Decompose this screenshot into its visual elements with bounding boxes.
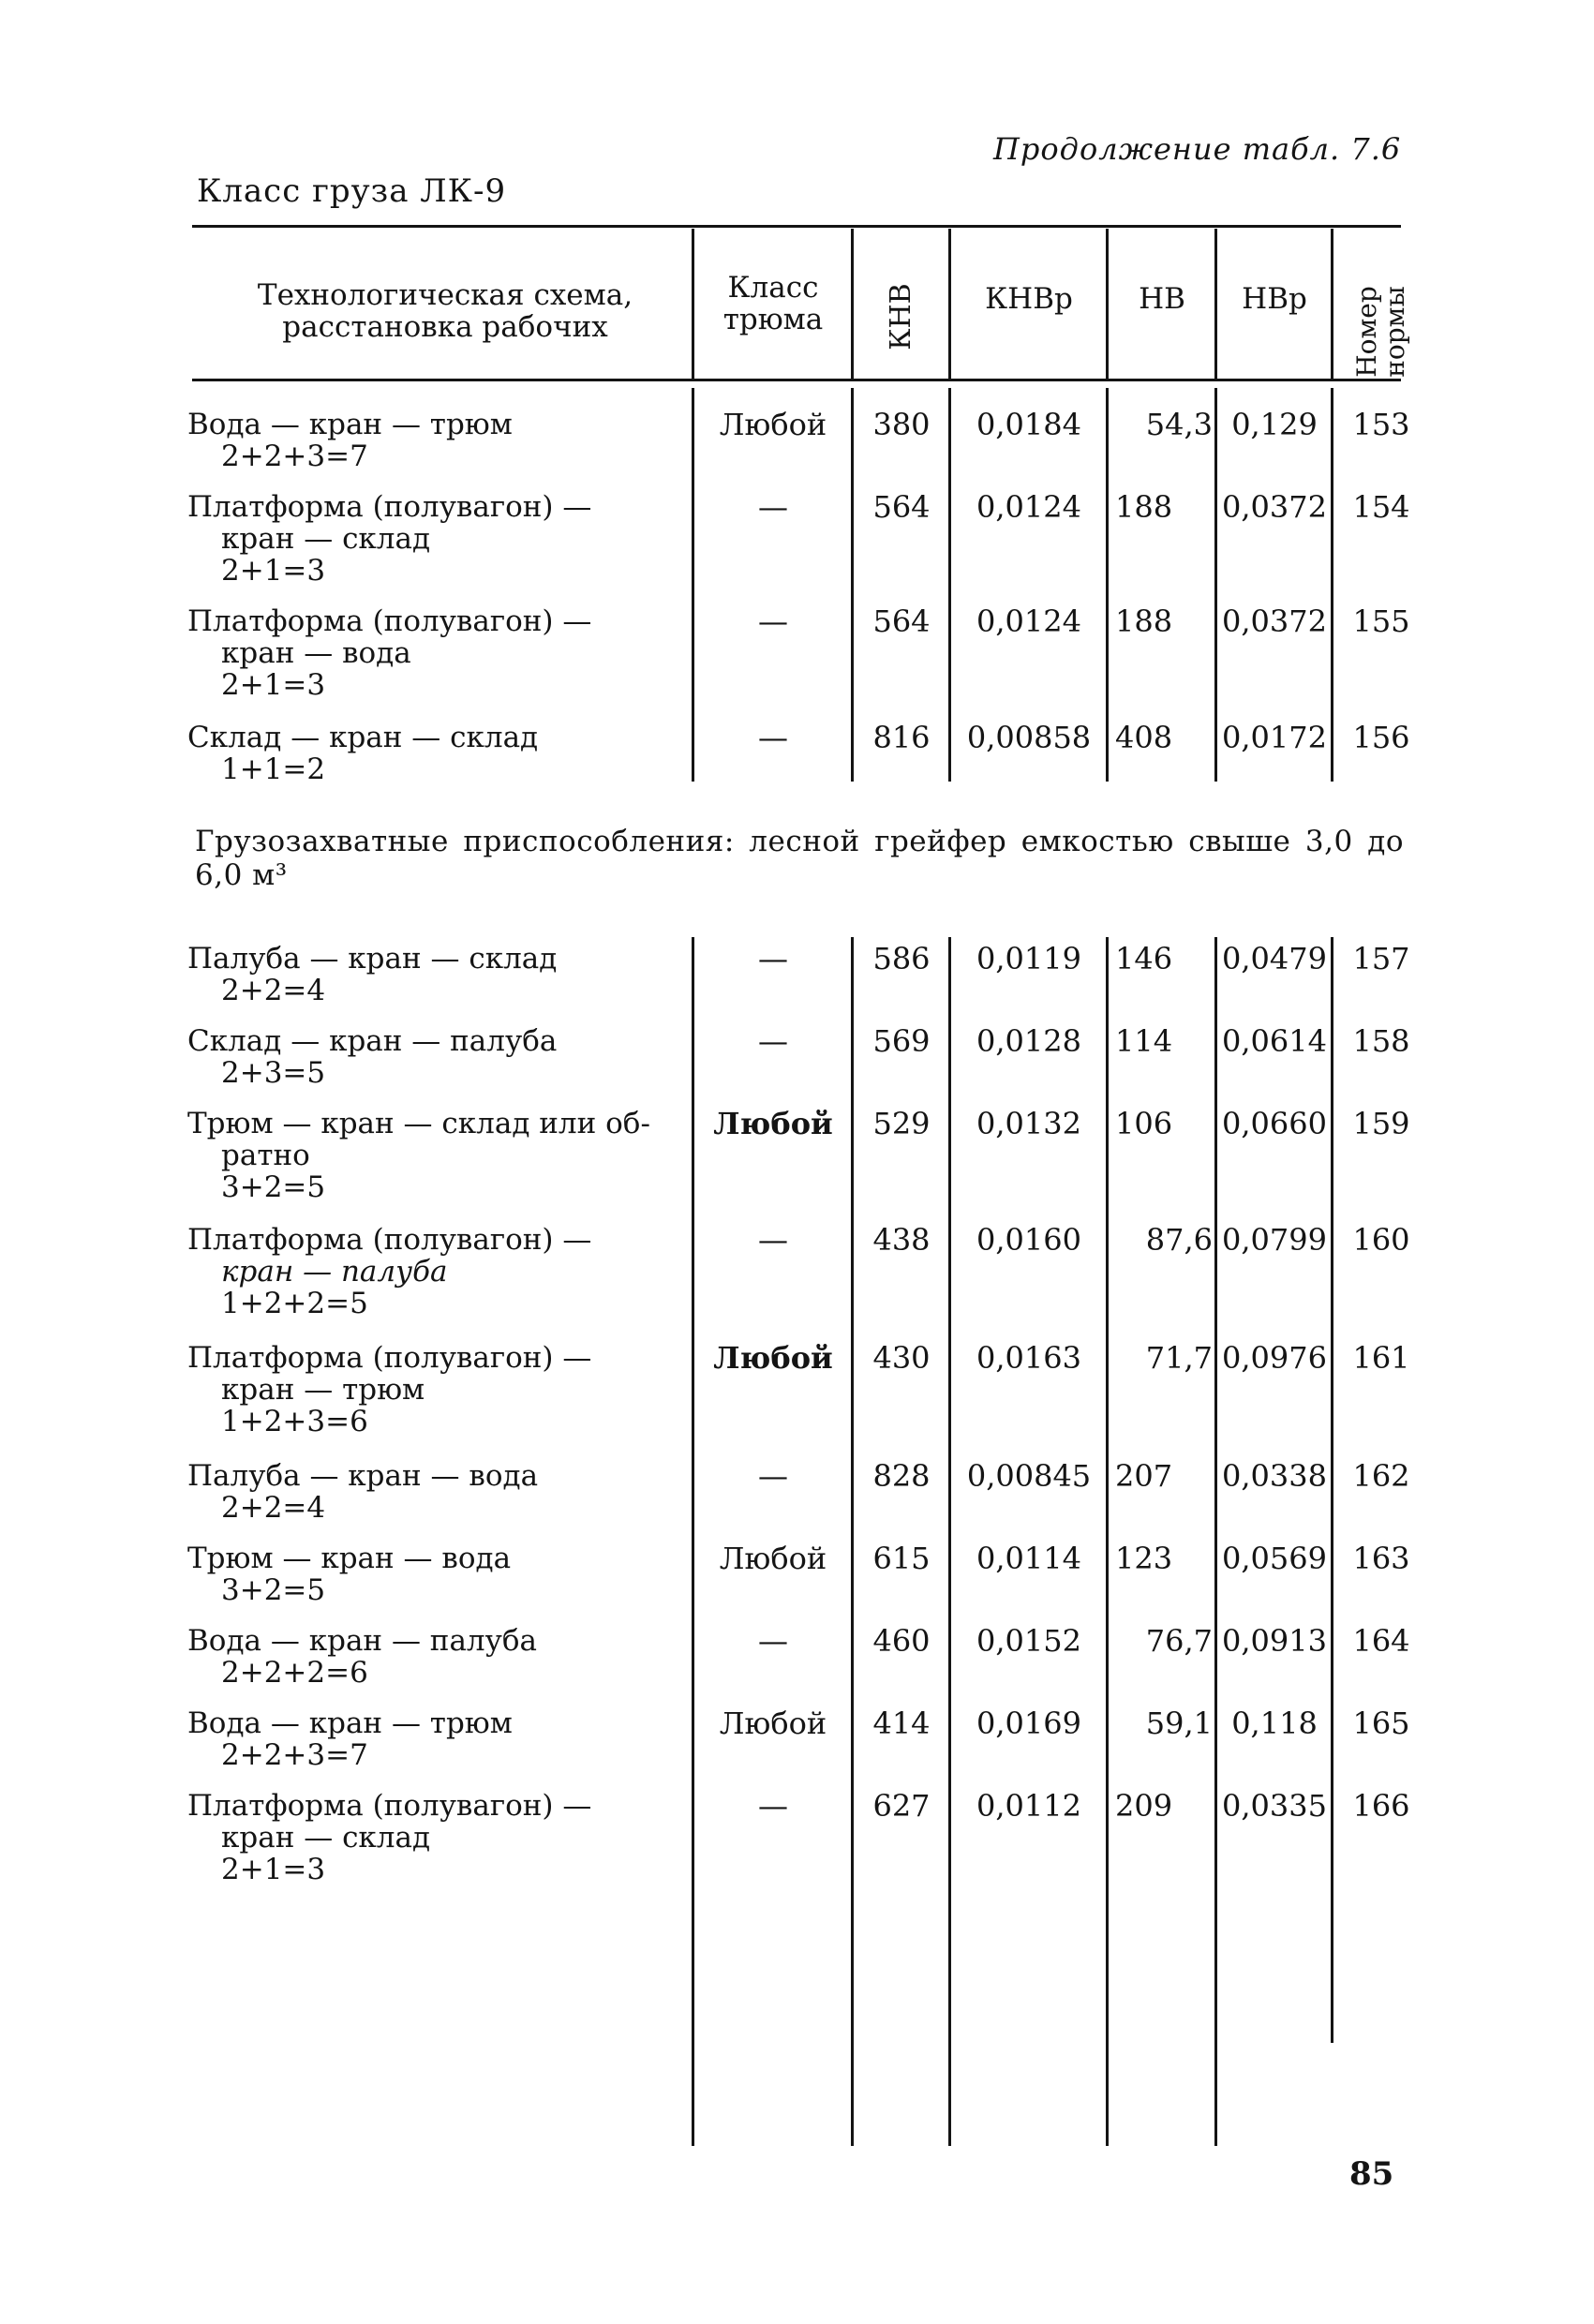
row-scheme: Вода — кран — трюм 2+2+3=7 <box>187 408 513 473</box>
row-scheme: Вода — кран — палуба 2+2+2=6 <box>187 1624 538 1690</box>
norm-number: 155 <box>1352 603 1410 639</box>
divider <box>1214 229 1217 379</box>
nvr-value: 0,118 <box>1231 1706 1318 1741</box>
knvr-value: 0,0132 <box>976 1106 1081 1141</box>
divider <box>1106 388 1109 782</box>
knvr-value: 0,0184 <box>976 407 1081 442</box>
knvr-value: 0,00845 <box>966 1458 1092 1494</box>
table-top-rule <box>192 225 1401 228</box>
knv-value: 529 <box>872 1106 931 1141</box>
norm-number: 164 <box>1352 1623 1410 1659</box>
hold-class: — <box>758 1023 788 1059</box>
knv-value: 569 <box>872 1023 931 1059</box>
knvr-value: 0,0124 <box>976 603 1081 639</box>
knvr-value: 0,0160 <box>976 1222 1081 1258</box>
nv-value: 207 <box>1115 1458 1173 1494</box>
norm-number: 162 <box>1352 1458 1410 1494</box>
nv-value: 76,7 <box>1145 1623 1213 1659</box>
row-scheme: Палуба — кран — вода 2+2=4 <box>187 1459 539 1525</box>
norm-number: 159 <box>1352 1106 1410 1141</box>
row-scheme: Трюм — кран — склад или об- ратно 3+2=5 <box>187 1107 650 1204</box>
nv-value: 59,1 <box>1145 1706 1213 1741</box>
knv-value: 586 <box>872 941 931 976</box>
header-knv: КНВ <box>885 283 917 350</box>
knv-value: 430 <box>872 1340 931 1376</box>
cargo-class-label: Класс груза ЛК-9 <box>197 172 507 210</box>
knv-value: 414 <box>872 1706 931 1741</box>
knvr-value: 0,0112 <box>976 1788 1081 1824</box>
divider <box>1331 229 1333 379</box>
knvr-value: 0,0152 <box>976 1623 1081 1659</box>
header-knvr: КНВр <box>985 282 1073 316</box>
knv-value: 627 <box>872 1788 931 1824</box>
hold-class: Любой <box>719 1541 827 1576</box>
norm-number: 161 <box>1352 1340 1410 1376</box>
continuation-caption: Продолжение табл. 7.6 <box>993 131 1402 167</box>
divider <box>1331 388 1333 782</box>
divider <box>1106 937 1109 2146</box>
divider <box>1106 229 1109 379</box>
row-scheme: Платформа (полувагон) — кран — палуба 1+2+2=5 <box>187 1223 592 1320</box>
nvr-value: 0,129 <box>1231 407 1318 442</box>
knv-value: 828 <box>872 1458 931 1494</box>
nvr-value: 0,0913 <box>1222 1623 1327 1659</box>
nvr-value: 0,0372 <box>1222 603 1327 639</box>
hold-class: Любой <box>713 1340 833 1376</box>
knv-value: 816 <box>872 720 931 755</box>
nvr-value: 0,0614 <box>1222 1023 1327 1059</box>
nvr-value: 0,0372 <box>1222 489 1327 525</box>
nvr-value: 0,0479 <box>1222 941 1327 976</box>
hold-class: — <box>758 489 788 525</box>
header-hold-class: Класс трюма <box>723 271 824 336</box>
hold-class: — <box>758 1788 788 1824</box>
nvr-value: 0,0660 <box>1222 1106 1327 1141</box>
knv-value: 380 <box>872 407 931 442</box>
header-nv: НВ <box>1139 282 1185 316</box>
hold-class: — <box>758 720 788 755</box>
divider <box>948 937 951 2146</box>
header-scheme: Технологическая схема, расстановка рабочих <box>257 278 633 344</box>
gripping-device-note: Грузозахватные приспособления: лесной грейфер емкостью свыше 3,0 до 6,0 м³ <box>195 825 1404 892</box>
divider <box>948 229 951 379</box>
nv-value: 123 <box>1115 1541 1173 1576</box>
hold-class: — <box>758 603 788 639</box>
knv-value: 564 <box>872 489 931 525</box>
row-scheme: Склад — кран — склад 1+1=2 <box>187 721 539 786</box>
divider <box>1331 937 1333 2043</box>
row-scheme: Платформа (полувагон) — кран — склад 2+1=3 <box>187 1789 592 1886</box>
row-scheme: Палуба — кран — склад 2+2=4 <box>187 942 558 1007</box>
knvr-value: 0,0124 <box>976 489 1081 525</box>
row-scheme: Платформа (полувагон) — кран — вода 2+1=3 <box>187 604 592 702</box>
row-scheme: Вода — кран — трюм 2+2+3=7 <box>187 1706 513 1772</box>
nvr-value: 0,0569 <box>1222 1541 1327 1576</box>
header-nvr: НВр <box>1242 282 1307 316</box>
row-scheme: Склад — кран — палуба 2+3=5 <box>187 1024 558 1090</box>
hold-class: Любой <box>719 1706 827 1741</box>
norm-number: 165 <box>1352 1706 1410 1741</box>
nvr-value: 0,0799 <box>1222 1222 1327 1258</box>
norm-number: 156 <box>1352 720 1410 755</box>
nv-value: 188 <box>1115 603 1173 639</box>
nv-value: 188 <box>1115 489 1173 525</box>
hold-class: Любой <box>719 407 827 442</box>
knvr-value: 0,00858 <box>966 720 1092 755</box>
knv-value: 460 <box>872 1623 931 1659</box>
nvr-value: 0,0172 <box>1222 720 1327 755</box>
nvr-value: 0,0335 <box>1222 1788 1327 1824</box>
nv-value: 408 <box>1115 720 1173 755</box>
row-scheme: Трюм — кран — вода 3+2=5 <box>187 1542 512 1607</box>
table-header-rule <box>192 379 1401 381</box>
hold-class: — <box>758 1222 788 1258</box>
knvr-value: 0,0128 <box>976 1023 1081 1059</box>
hold-class: — <box>758 1623 788 1659</box>
knv-value: 438 <box>872 1222 931 1258</box>
nv-value: 106 <box>1115 1106 1173 1141</box>
norm-number: 154 <box>1352 489 1410 525</box>
page-number: 85 <box>1349 2155 1394 2193</box>
divider <box>948 388 951 782</box>
norm-number: 163 <box>1352 1541 1410 1576</box>
hold-class: — <box>758 941 788 976</box>
knvr-value: 0,0163 <box>976 1340 1081 1376</box>
nvr-value: 0,0338 <box>1222 1458 1327 1494</box>
knvr-value: 0,0119 <box>976 941 1081 976</box>
header-norm-number: Номер нормы <box>1351 286 1410 378</box>
nv-value: 87,6 <box>1145 1222 1213 1258</box>
knvr-value: 0,0114 <box>976 1541 1081 1576</box>
norm-number: 153 <box>1352 407 1410 442</box>
hold-class: — <box>758 1458 788 1494</box>
knv-value: 564 <box>872 603 931 639</box>
nv-value: 54,3 <box>1145 407 1213 442</box>
norm-number: 157 <box>1352 941 1410 976</box>
norm-number: 158 <box>1352 1023 1410 1059</box>
row-scheme: Платформа (полувагон) — кран — склад 2+1=3 <box>187 490 592 588</box>
knv-value: 615 <box>872 1541 931 1576</box>
nv-value: 209 <box>1115 1788 1173 1824</box>
hold-class: Любой <box>713 1106 833 1141</box>
norm-number: 160 <box>1352 1222 1410 1258</box>
knvr-value: 0,0169 <box>976 1706 1081 1741</box>
nvr-value: 0,0976 <box>1222 1340 1327 1376</box>
nv-value: 71,7 <box>1145 1340 1213 1376</box>
row-scheme: Платформа (полувагон) — кран — трюм 1+2+3=6 <box>187 1341 592 1438</box>
nv-value: 146 <box>1115 941 1173 976</box>
norm-number: 166 <box>1352 1788 1410 1824</box>
nv-value: 114 <box>1115 1023 1173 1059</box>
